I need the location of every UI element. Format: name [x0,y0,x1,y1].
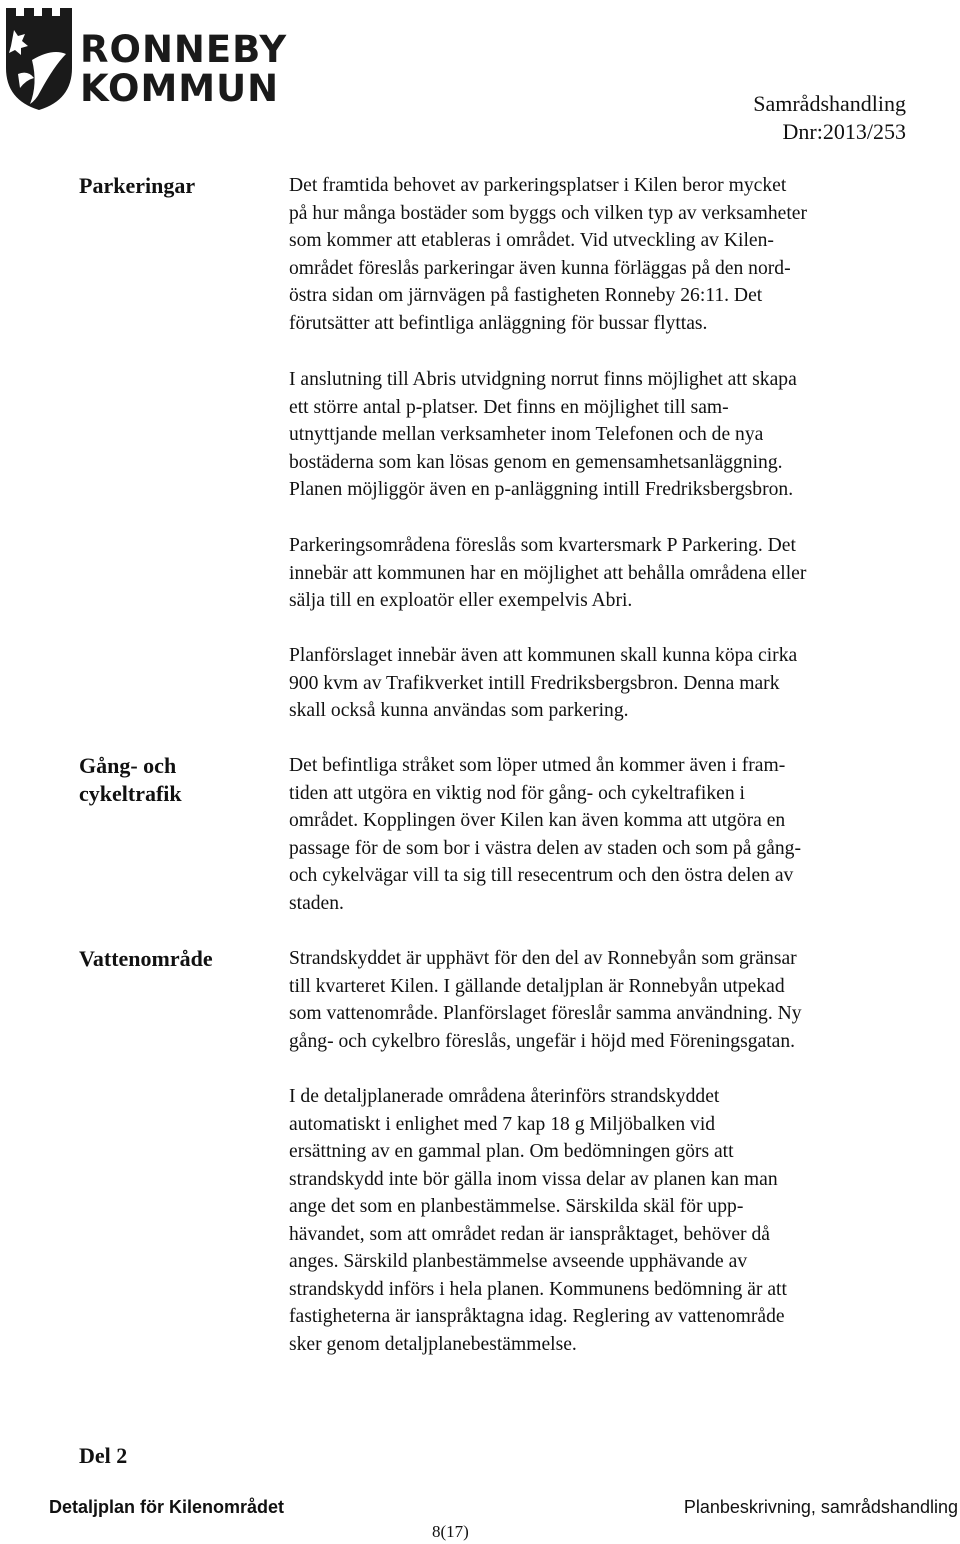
text-line: Det befintliga stråket som löper utmed ån kommer även i fram- [289,755,786,776]
paragraph [289,752,929,917]
heading-line: cykeltrafik [79,780,182,806]
text-line: sker genom detaljplanebestämmelse. [289,1333,577,1355]
text-line: förutsätter att befintliga anläggning för bussar flyttas. [289,312,708,334]
document-dnr: Dnr:2013/253 [782,119,906,144]
text-line: gång- och cykelbro föreslås, ungefär i höjd med Föreningsgatan. [289,1030,796,1052]
text-line: som vattenområde. Planförslaget föreslår samma användning. Ny [289,1003,802,1024]
text-line: Strandskyddet är upphävt för den del av Ronnebyån som gränsar [289,948,797,969]
document-meta [753,90,906,146]
text-line: på hur många bostäder som byggs och vilken typ av verksamheter [289,202,808,224]
text-line: fastigheterna är ianspråktagna idag. Reglering av vattenområde [289,1306,785,1327]
text-line: och cykelvägar vill ta sig till resecentrum och den östra delen av [289,865,794,886]
text-line: utnyttjande mellan verksamheter inom Telefonen och de nya [289,424,764,445]
text-line: som kommer att etableras i området. Vid utveckling av Kilen- [289,230,774,251]
logo-text-kommun: KOMMUN [80,67,280,110]
section-heading-parkeringar: Parkeringar [79,173,196,198]
paragraph [289,1083,929,1358]
document-type: Samrådshandling [753,91,906,116]
footer-plan-title: Detaljplan för Kilenområdet [49,1497,285,1517]
text-line: Det framtida behovet av parkeringsplatser i Kilen beror mycket [289,175,787,196]
text-line: Parkeringsområdena föreslås som kvartersmark P Parkering. Det [289,535,796,556]
section-heading-vattenomrade: Vattenområde [79,946,213,971]
text-line: strandskydd inte bör gälla inom vissa delar av planen kan man [289,1168,778,1190]
text-line: skall också kunna användas som parkering. [289,700,629,721]
text-line: I de detaljplanerade områdena återinförs strandskyddet [289,1086,720,1107]
text-line: området föreslås parkeringar även kunna förläggas på den nord- [289,257,791,279]
text-line: 900 kvm av Trafikverket intill Fredriksbergsbron. Denna mark [289,672,780,694]
text-line: till kvarteret Kilen. I gällande detaljplan är Ronnebyån utpekad [289,975,785,997]
text-line: tiden att utgöra en viktig nod för gång- och cykeltrafiken i [289,782,745,804]
ronneby-crest-icon [2,4,76,112]
footer-part-label: Del 2 [79,1443,128,1468]
paragraph [289,172,929,337]
logo-text-ronneby: RONNEBY [80,28,288,71]
text-line: sälja till en exploatör eller exempelvis Abri. [289,590,633,611]
text-line: området. Kopplingen över Kilen kan även komma att utgöra en [289,810,786,831]
text-line: innebär att kommunen har en möjlighet att behålla områdena eller [289,562,807,584]
section-heading-gang-och-cykeltrafik [79,752,182,807]
text-line: ett större antal p-platser. Det finns en möjlighet till sam- [289,396,729,418]
text-line: staden. [289,892,344,914]
footer-document-type: Planbeskrivning, samrådshandling [683,1497,958,1517]
paragraph [289,366,929,504]
text-line: Planen möjliggör även en p-anläggning intill Fredriksbergsbron. [289,479,794,500]
paragraph [289,642,929,725]
text-line: östra sidan om järnvägen på fastigheten Ronneby 26:11. Det [289,285,763,306]
text-line: I anslutning till Abris utvidgning norrut finns möjlighet att skapa [289,369,797,390]
page-number: 8(17) [432,1522,469,1541]
text-line: Planförslaget innebär även att kommunen skall kunna köpa cirka [289,645,798,666]
heading-line: Gång- och [79,753,177,778]
paragraph [289,532,929,615]
text-line: strandskydd införs i hela planen. Kommunens bedömning är att [289,1278,787,1300]
paragraph [289,945,929,1055]
text-line: ersättning av en gammal plan. Om bedömningen görs att [289,1141,734,1162]
text-line: ange det som en planbestämmelse. Särskilda skäl för upp- [289,1196,744,1217]
text-line: anges. Särskild planbestämmelse avseende upphävande av [289,1251,748,1272]
ronneby-kommun-logo [2,4,288,114]
text-line: passage för de som bor i västra delen av staden och som på gång- [289,837,802,859]
text-line: automatiskt i enlighet med 7 kap 18 g Miljöbalken vid [289,1113,716,1135]
text-line: bostäderna som kan lösas genom en gemensamhetsanläggning. [289,451,783,473]
text-line: hävandet, som att området redan är ianspråktaget, behöver då [289,1223,770,1245]
